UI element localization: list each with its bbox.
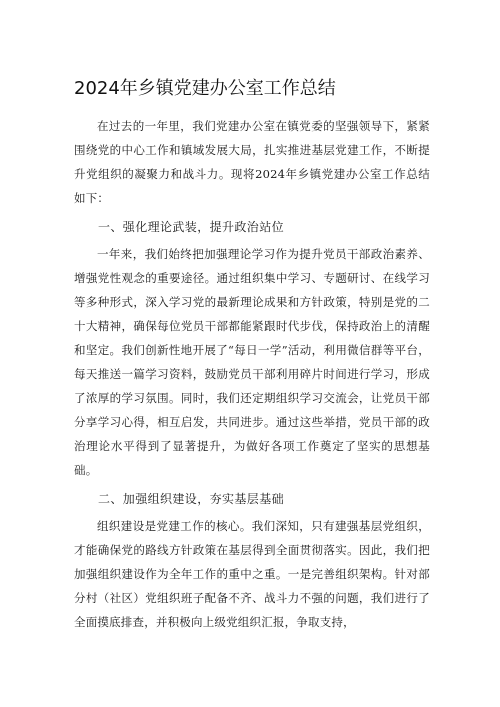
section-heading-2: 二、加强组织建设，夯实基层基础 <box>98 492 285 506</box>
section-body-2: 组织建设是党建工作的核心。我们深知，只有建强基层党组织，才能确保党的路线方针政策在基层得到全面贯彻落实。因此，我们把加强组织建设作为全年工作的重中之重。一是完善组织架构。针对部分村（社区）党组织班子配备不齐、战斗力不强的问题，我们进行了全面摸底排查，并积极向上级党组织汇报，争取支持， <box>74 519 430 629</box>
section-heading-1: 一、强化理论武装，提升政治站位 <box>98 220 285 234</box>
section-body-1: 一年来，我们始终把加强理论学习作为提升党员干部政治素养、增强党性观念的重要途径。通过组织集中学习、专题研讨、在线学习等多种形式，深入学习党的最新理论成果和方针政策，特别是党的二十大精神，确保每位党员干部都能紧跟时代步伐，保持政治上的清醒和坚定。我们创新性地开展了“每日一学”活动，利用微信群等平台，每天推送一篇学习资料，鼓励党员干部利用碎片时间进行学习，形成了浓厚的学习氛围。同时，我们还定期组织学习交流会，让党员干部分享学习心得，相互启发，共同进步。通过这些举措，党员干部的政治理论水平得到了显著提升，为做好各项工作奠定了坚实的思想基础。 <box>74 247 430 477</box>
document-title: 2024年乡镇党建办公室工作总结 <box>74 78 336 99</box>
intro-paragraph: 在过去的一年里，我们党建办公室在镇党委的坚强领导下，紧紧围绕党的中心工作和镇域发展大局，扎实推进基层党建工作，不断提升党组织的凝聚力和战斗力。现将2024年乡镇党建办公室工作总结如下： <box>74 119 430 205</box>
